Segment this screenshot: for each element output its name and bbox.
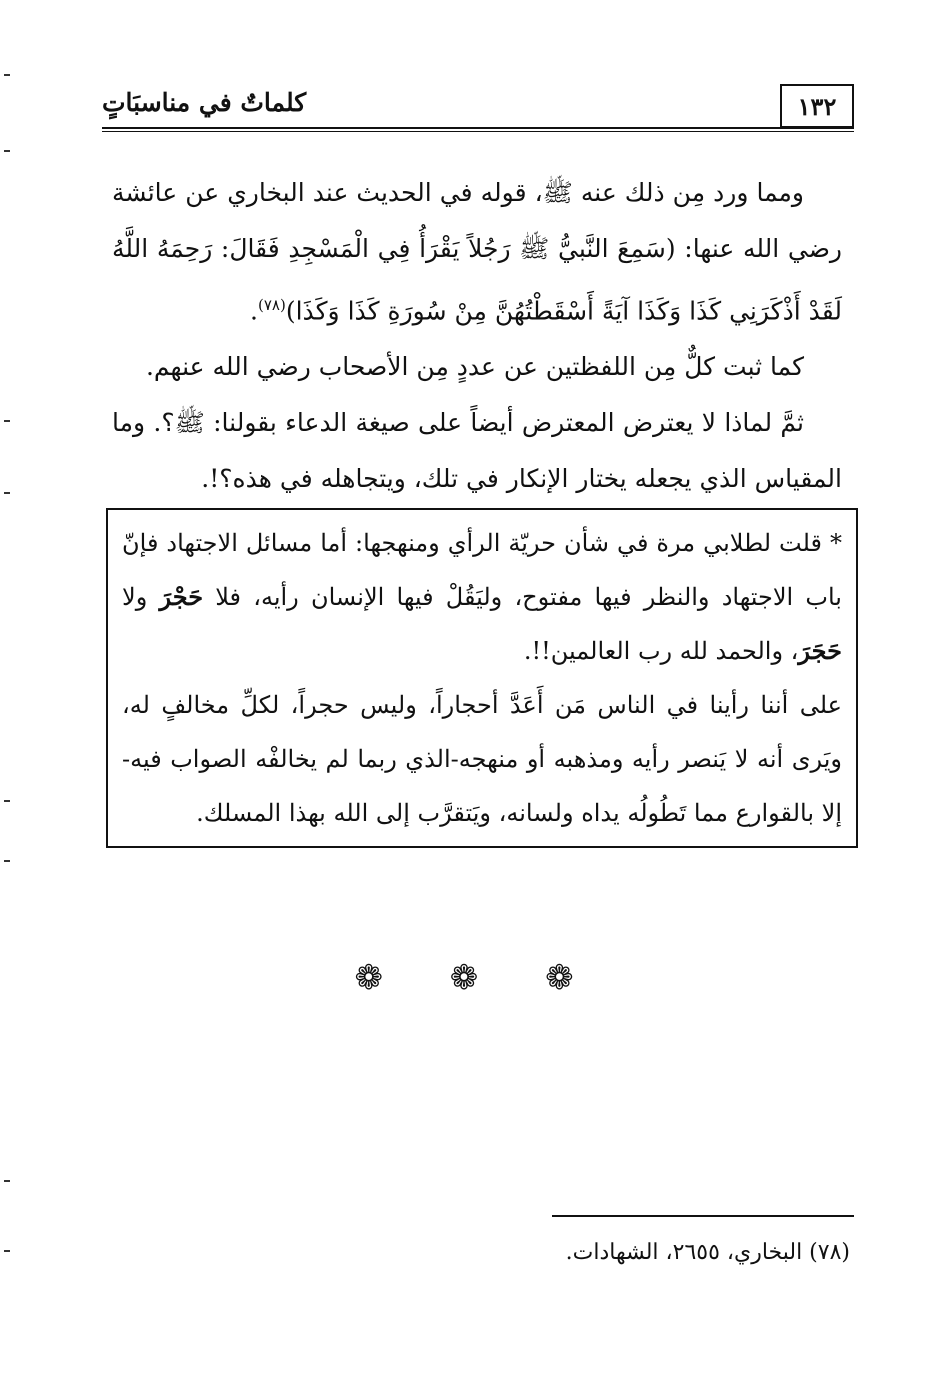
footnote: (٧٨) البخاري، ٢٦٥٥، الشهادات. bbox=[565, 1240, 850, 1265]
paragraph bbox=[112, 165, 842, 339]
margin-mark bbox=[4, 1180, 10, 1182]
flower-ornament-icon: ❁ bbox=[449, 958, 501, 998]
margin-mark bbox=[4, 150, 10, 152]
margin-mark bbox=[4, 492, 10, 494]
margin-mark bbox=[4, 420, 10, 422]
paragraph: كما ثبت كلٌّ مِن اللفظتين عن عددٍ مِن الأصحاب رضي الله عنهم. bbox=[145, 352, 804, 382]
flower-ornament-icon: ❁ bbox=[545, 958, 596, 998]
page-header bbox=[102, 84, 854, 130]
note-text: * قلت لطلابي مرة في شأن حريّة الرأي ومنهجها: أما مسائل الاجتهاد فإنّ باب الاجتهاد والنظر فيها مفتوح، وليَقُلْ فيها الإنسان رأيه، فلا bbox=[122, 529, 842, 611]
header-rule bbox=[102, 127, 854, 129]
margin-mark bbox=[4, 1250, 10, 1252]
margin-mark bbox=[4, 74, 10, 76]
note-box bbox=[106, 508, 858, 848]
paragraph-text: ومما ورد مِن ذلك عنه ﷺ، قوله في الحديث عند البخاري عن عائشة رضي الله عنها: (سَمِعَ النَّبيُّ ﷺ رَجُلاً يَقْرَأُ فِي الْمَسْجِدِ فَقَالَ: رَحِمَهُ اللَّهُ لَقَدْ أَذْكَرَنِي كَذَا وَكَذَا آيَةً أَسْقَطْتُهُنَّ مِنْ سُورَةِ كَذَا وَكَذَا) bbox=[112, 178, 842, 326]
note-paragraph bbox=[122, 516, 842, 678]
note-paragraph: على أننا رأينا في الناس مَن أَعَدَّ أحجاراً، وليس حجراً، لكلِّ مخالفٍ له، ويَرى أنه لا يَنصر رأيه ومذهبه أو منهجه-الذي ربما لم يخالفْه الصواب فيه-إلا بالقوارع مما تَطُولُه يداه ولسانه، ويَتقرَّب إلى الله بهذا المسلك. bbox=[122, 691, 842, 827]
page-number: ١٣٢ bbox=[780, 84, 854, 128]
flower-ornament-icon: ❁ bbox=[354, 958, 405, 998]
header-rule-thin bbox=[102, 131, 854, 132]
running-title: كلماتٌ في مناسبَاتٍ bbox=[102, 88, 307, 117]
note-text: ، والحمد لله رب العالمين!!. bbox=[523, 637, 799, 665]
note-emphasis: حَجْرَ bbox=[159, 582, 204, 611]
section-ornaments bbox=[0, 958, 950, 998]
note-text: ولا bbox=[122, 583, 148, 611]
paragraph-end: . bbox=[250, 296, 258, 326]
margin-mark bbox=[4, 860, 10, 862]
footnote-reference: (٧٨) bbox=[257, 296, 286, 314]
body-text bbox=[112, 165, 842, 507]
margin-mark bbox=[4, 800, 10, 802]
footnote-rule bbox=[552, 1215, 854, 1217]
note-emphasis: حَجَرَ bbox=[798, 636, 842, 665]
paragraph: ثمَّ لماذا لا يعترض المعترض أيضاً على صيغة الدعاء بقولنا: ﷺ؟. وما المقياس الذي يجعله يختار الإنكار في تلك، ويتجاهله في هذه؟!. bbox=[112, 408, 842, 494]
